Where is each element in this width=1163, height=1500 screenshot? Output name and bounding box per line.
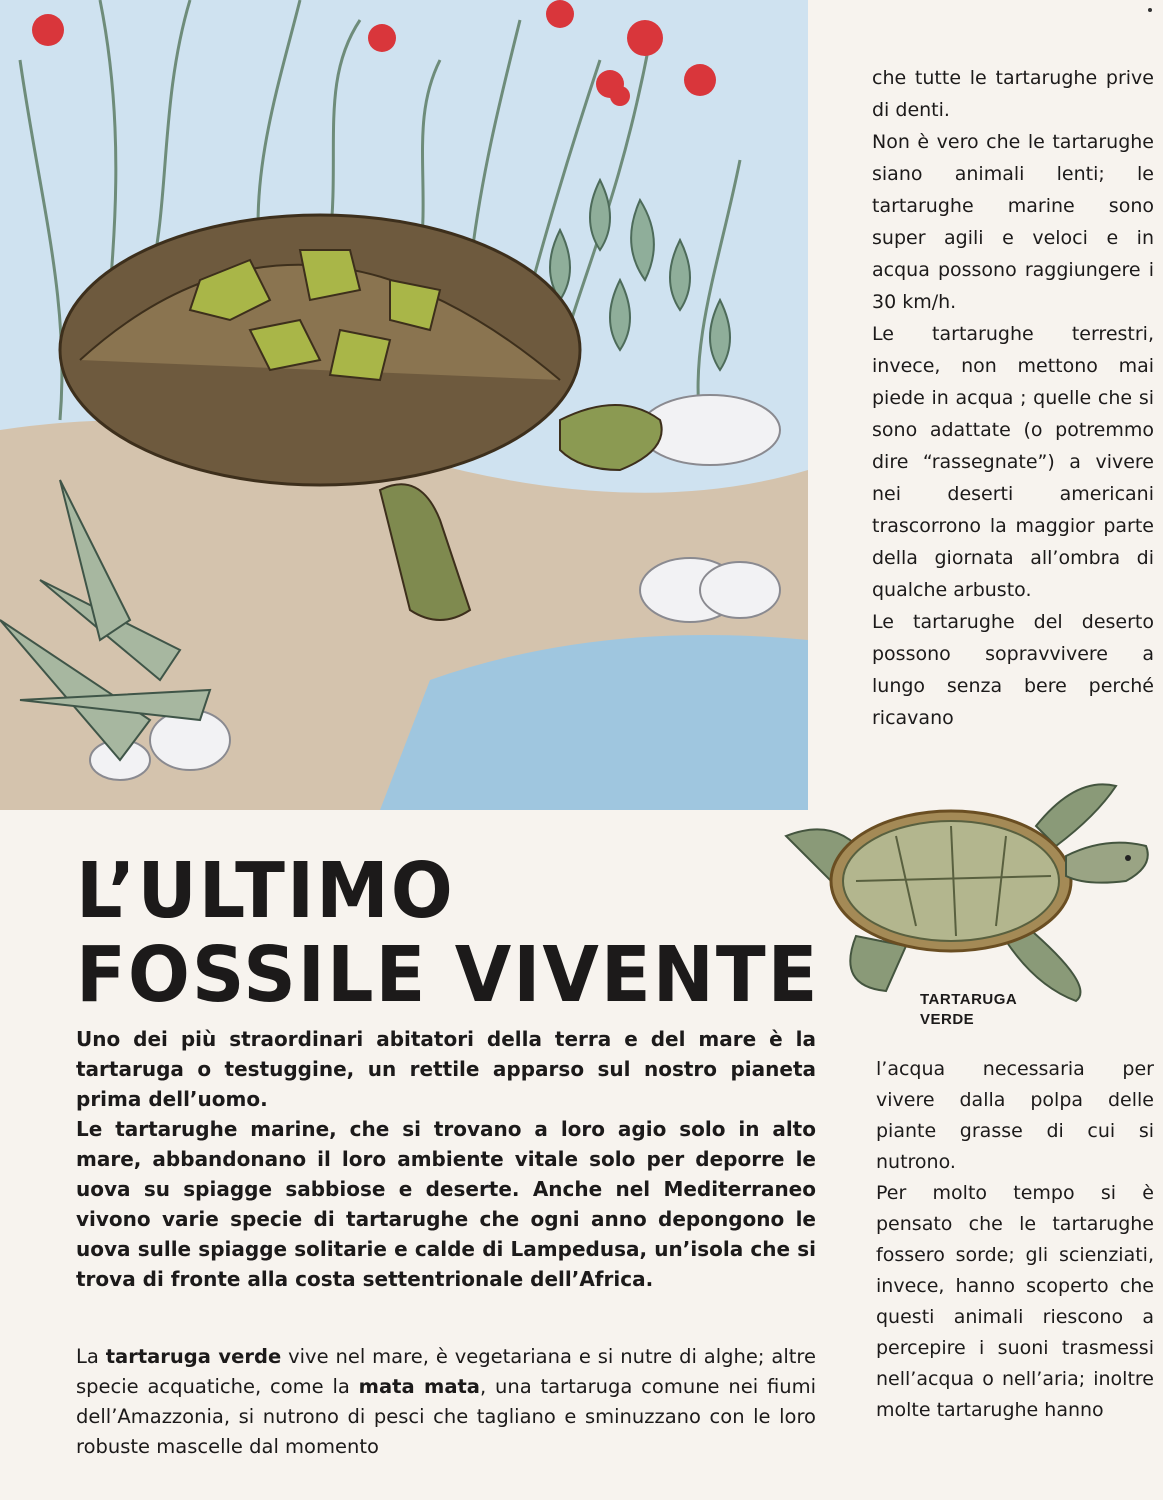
right-column-text — [872, 62, 1154, 734]
term-mata-mata: mata mata — [358, 1375, 480, 1398]
body-paragraph — [76, 1342, 816, 1462]
right-paragraph: Non è vero che le tartarughe siano animali lenti; le tartarughe marine sono super agili e veloci e in acqua possono raggiungere i 30 km/h. — [872, 131, 1154, 313]
body-text-span: vive nel mare, è vegetariana e si nutre di alghe; altre specie acquatiche, come la — [76, 1345, 816, 1398]
headline-line: L’ULTIMO — [76, 846, 455, 937]
article-headline — [76, 846, 820, 1021]
right-column-text-2 — [876, 1054, 1154, 1426]
right-paragraph: Le tartarughe del deserto possono sopravvivere a lungo senza bere perché ricavano — [872, 611, 1154, 729]
green-turtle-caption — [920, 990, 1060, 1030]
right2-paragraph: l’acqua necessaria per vivere dalla polpa delle piante grasse di cui si nutrono. — [876, 1058, 1154, 1173]
right2-paragraph: Per molto tempo si è pensato che le tartarughe fossero sorde; gli scienziati, invece, hanno scoperto che questi animali riescono a percepire i suoni trasmessi nell’acqua o nell’aria; inoltre molte tartarughe hanno — [876, 1182, 1154, 1421]
green-turtle-drawing — [776, 766, 1161, 1006]
right-paragraph: Le tartarughe terrestri, invece, non mettono mai piede in acqua ; quelle che si sono adattate (o potremmo dire “rassegnate”) a vivere nei deserti americani trascorrono la maggior parte della giornata all’ombra di qualche arbusto. — [872, 323, 1154, 601]
green-turtle-illustration — [776, 766, 1161, 1006]
lead-paragraph: Le tartarughe marine, che si trovano a loro agio solo in alto mare, abbandonano il loro ambiente vitale solo per deporre le uova su spiagge sabbiose e deserte. Anche nel Mediterraneo vivono varie specie di tartarughe che ogni anno depongono le uova sulle spiagge solitarie e calde di Lampedusa, un’isola che si trova di fronte alla costa settentrionale dell’Africa. — [76, 1117, 816, 1291]
caption-line: VERDE — [920, 1011, 975, 1028]
term-tartaruga-verde: tartaruga verde — [105, 1345, 282, 1368]
lead-paragraph: Uno dei più straordinari abitatori della terra e del mare è la tartaruga o testuggine, un rettile apparso sul nostro pianeta prima dell’uomo. — [76, 1027, 816, 1111]
tortoise-illustration — [0, 0, 808, 810]
headline-line: FOSSILE VIVENTE — [76, 930, 820, 1021]
caption-line: TARTARUGA — [920, 991, 1018, 1008]
right-paragraph: che tutte le tartarughe prive di denti. — [872, 67, 1154, 121]
body-text-span: La — [76, 1345, 106, 1368]
tortoise-drawing — [0, 0, 808, 810]
body-text-span: , una tartaruga comune nei fiumi dell’Amazzonia, si nutrono di pesci che tagliano e sminuzzano con le loro robuste mascelle dal momento — [76, 1375, 816, 1458]
lead-text — [76, 1024, 816, 1294]
corner-dot — [1148, 8, 1152, 12]
body-text — [76, 1342, 816, 1462]
